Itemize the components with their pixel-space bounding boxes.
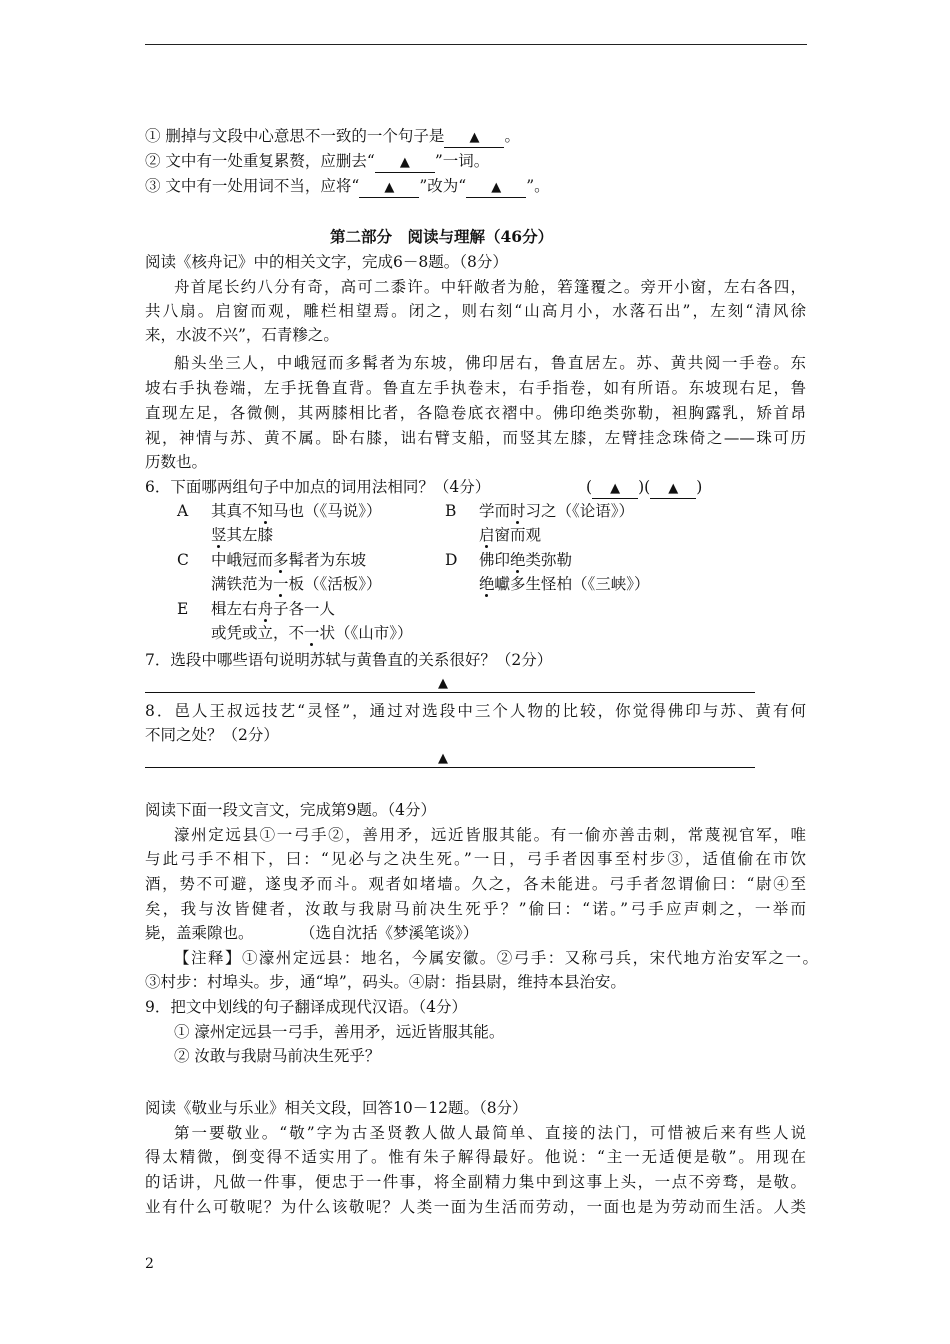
option-line: 学而时习之（《论语》）	[479, 502, 635, 520]
q9-stem: 9．把文中划线的句子翻译成现代汉语。（4分）	[145, 998, 467, 1016]
answer-blank: ▲	[444, 129, 504, 148]
answer-marker: ▲	[438, 676, 448, 691]
q5-item-2: ② 文中有一处重复累赘，应删去“ ▲ ”一词。	[145, 150, 489, 173]
annotation-line: 【注释】①濠州定远县：地名，今属安徽。②弓手：又称弓兵，宋代地方治安军之一。	[174, 949, 818, 967]
passage-line: 视，神情与苏、黄不属。卧右膝，诎右臂支船，而竖其左膝，左臂挂念珠倚之——珠可历	[145, 429, 806, 447]
option-line: 中峨冠而多髯者为东坡	[211, 551, 367, 569]
q8-stem-line: 不同之处？（2分）	[145, 726, 279, 744]
option-label: A	[177, 502, 189, 520]
q9-sentence-2: ② 汝敢与我尉马前决生死乎？	[174, 1047, 381, 1065]
wenyan-intro: 阅读下面一段文言文，完成第9题。（4分）	[145, 801, 436, 819]
answer-line	[145, 767, 755, 768]
q5-item-3: ③ 文中有一处用词不当，应将“ ▲ ”改为“ ▲ ”。	[145, 175, 550, 198]
option-line: 绝巘多生怪柏（《三峡》）	[479, 575, 650, 593]
part2-title: 第二部分 阅读与理解（46分）	[330, 227, 554, 246]
passage-line: 第一要敬业。“敬”字为古圣贤教人做人最简单、直接的法门，可惜被后来有些人说	[174, 1124, 806, 1142]
passage-line: 来，水波不兴”，石青糁之。	[145, 326, 339, 344]
passage-line: 船头坐三人，中峨冠而多髯者为东坡，佛印居右，鲁直居左。苏、黄共阅一手卷。东	[174, 354, 806, 372]
answer-marker: ▲	[438, 751, 448, 766]
passage-line: 业有什么可敬呢？为什么该敬呢？人类一面为生活而劳动，一面也是为劳动而生活。人类	[145, 1198, 806, 1216]
passage-line: 矣，我与汝皆健者，汝敢与我尉马前决生死乎？”偷曰：“诺。”弓手应声刺之，一举而	[145, 900, 806, 918]
q6-answer-slots: ( ▲ )( ▲ )	[586, 476, 702, 499]
jingye-intro: 阅读《敬业与乐业》相关文段，回答10－12题。（8分）	[145, 1099, 528, 1117]
option-label: C	[177, 551, 189, 569]
option-line: 启窗而观	[479, 526, 542, 544]
passage-line: 坡右手执卷端，左手抚鲁直背。鲁直左手执卷末，右手指卷，如有所语。东坡现右足，鲁	[145, 379, 806, 397]
passage-line: 濠州定远县①一弓手②，善用矛，远近皆服其能。有一偷亦善击刺，常蔑视官军，唯	[174, 826, 806, 844]
option-line: 竖其左膝	[211, 526, 274, 544]
answer-blank: ▲	[650, 480, 696, 499]
answer-blank: ▲	[375, 154, 435, 173]
option-line: 楫左右舟子各一人	[211, 600, 336, 618]
passage-line: 得太精微，倒变得不适实用了。惟有朱子解得最好。他说：“主一无适便是敬”。用现在	[145, 1148, 806, 1166]
passage-line: 舟首尾长约八分有奇，高可二黍许。中轩敞者为舱，箬篷覆之。旁开小窗，左右各四，	[174, 278, 806, 296]
passage-line: 毙，盖乘隙也。 （选自沈括《梦溪笔谈》）	[145, 924, 479, 942]
annotation-line: ③村步：村埠头。步，通“埠”，码头。④尉：指县尉，维持本县治安。	[145, 973, 626, 991]
passage-line: 直现左足，各微侧，其两膝相比者，各隐卷底衣褶中。佛印绝类弥勒，袒胸露乳，矫首昂	[145, 404, 806, 422]
passage-line: 酒，势不可避，遂曳矛而斗。观者如堵墙。久之，各未能进。弓手者忽谓偷曰：“尉④至	[145, 875, 806, 893]
option-label: D	[445, 551, 458, 569]
option-line: 或凭或立，不一状（《山市》）	[211, 624, 413, 642]
passage-line: 共八扇。启窗而观，雕栏相望焉。闭之，则右刻“山高月小，水落石出”，左刻“清风徐	[145, 302, 806, 320]
option-label: E	[177, 600, 189, 618]
answer-blank: ▲	[359, 179, 419, 198]
option-line: 满铁范为一板（《活板》）	[211, 575, 382, 593]
option-label: B	[445, 502, 457, 520]
q6-stem: 6．下面哪两组句子中加点的词用法相同？（4分）	[145, 478, 491, 496]
hezhou-intro: 阅读《核舟记》中的相关文字，完成6－8题。（8分）	[145, 253, 508, 271]
answer-blank: ▲	[592, 480, 638, 499]
passage-line: 历数也。	[145, 453, 208, 471]
option-line: 佛印绝类弥勒	[479, 551, 573, 569]
q7-stem: 7．选段中哪些语句说明苏轼与黄鲁直的关系很好？（2分）	[145, 651, 553, 669]
page-number: 2	[145, 1256, 154, 1272]
q5-item-1: ① 删掉与文段中心意思不一致的一个句子是 ▲ 。	[145, 125, 520, 148]
header-rule	[145, 44, 807, 45]
answer-blank: ▲	[466, 179, 526, 198]
passage-line: 与此弓手不相下，曰：“见必与之决生死。”一日，弓手者因事至村步③，适值偷在市饮	[145, 850, 806, 868]
q9-sentence-1: ① 濠州定远县一弓手，善用矛，远近皆服其能。	[174, 1023, 505, 1041]
answer-line	[145, 692, 755, 693]
option-line: 其真不知马也（《马说》）	[211, 502, 382, 520]
q8-stem-line: 8．邑人王叔远技艺“灵怪”，通过对选段中三个人物的比较，你觉得佛印与苏、黄有何	[145, 702, 806, 720]
passage-line: 的话讲，凡做一件事，便忠于一件事，将全副精力集中到这事上头，一点不旁骛，是敬。	[145, 1173, 806, 1191]
